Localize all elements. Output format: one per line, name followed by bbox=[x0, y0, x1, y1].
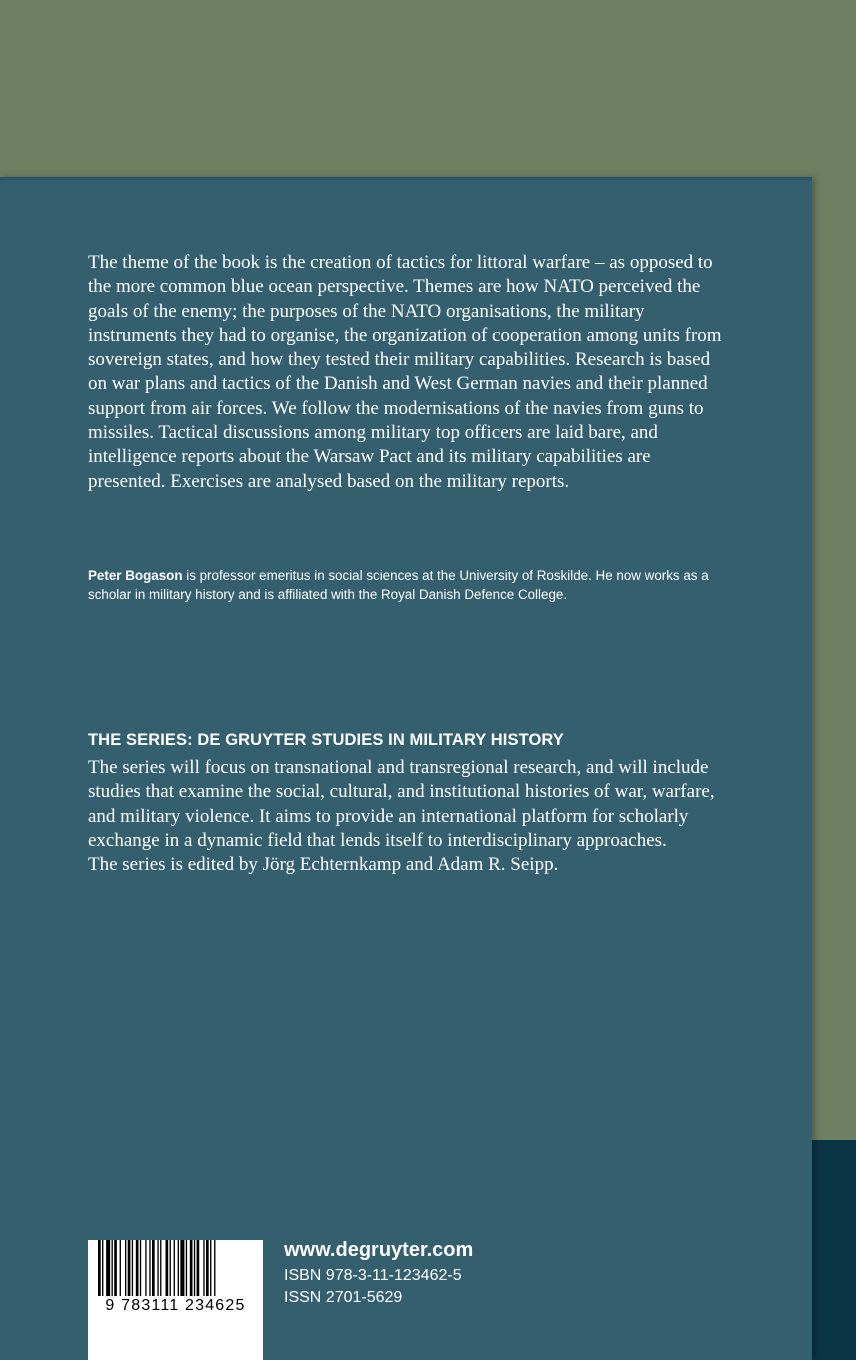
barcode-bar bbox=[178, 1240, 179, 1296]
barcode bbox=[88, 1240, 263, 1360]
isbn: ISBN 978-3-11-123462-5 bbox=[284, 1267, 462, 1284]
barcode-bar bbox=[157, 1240, 158, 1296]
barcode-bar bbox=[174, 1240, 175, 1296]
barcode-bar bbox=[210, 1240, 211, 1296]
barcode-bar bbox=[214, 1240, 215, 1296]
series-heading: THE SERIES: DE GRUYTER STUDIES IN MILITARY HISTORY bbox=[88, 731, 564, 749]
barcode-bar bbox=[190, 1240, 193, 1296]
author-bio bbox=[88, 566, 748, 604]
series-description-block bbox=[88, 756, 728, 877]
panel-edge bbox=[0, 177, 812, 180]
barcode-bar bbox=[145, 1240, 146, 1296]
barcode-bar bbox=[140, 1240, 141, 1296]
barcode-bar bbox=[160, 1240, 161, 1296]
barcode-bar bbox=[112, 1240, 113, 1296]
barcode-bar bbox=[186, 1240, 187, 1296]
barcode-bar bbox=[98, 1240, 101, 1296]
accent-strip bbox=[812, 1140, 856, 1360]
book-description: The theme of the book is the creation of tactics for littoral warfare – as opposed to the more common blue ocean perspective. Themes are how NATO perceived the goals of the enemy; the purposes of the NATO organisations, the military instruments they had to organise, the organization of cooperation among units from sovereign states, and how they tested their military capabilities. Research is based on war plans and tactics of the Danish and West German navies and their planned support from air forces. We follow the modernisations of the navies from guns to missiles. Tactical discussions among military top officers are laid bare, and intelligence reports about the Warsaw Pact and its military capabilities are presented. Exercises are analysed based on the military reports. bbox=[88, 252, 722, 492]
barcode-bar bbox=[132, 1240, 133, 1296]
barcode-bar bbox=[197, 1240, 200, 1296]
barcode-bar bbox=[194, 1240, 195, 1296]
issn: ISSN 2701-5629 bbox=[284, 1289, 403, 1306]
barcode-bar bbox=[166, 1240, 169, 1296]
barcode-icon bbox=[96, 1240, 255, 1296]
author-bio-text: is professor emeritus in social sciences at the University of Roskilde. He now works as a scholar in military history and is affiliated with the Royal Danish Defence College. bbox=[88, 568, 709, 602]
barcode-bar bbox=[114, 1240, 117, 1296]
barcode-bar bbox=[149, 1240, 150, 1296]
series-description: The series will focus on transnational and transregional research, and will include studies that examine the social, cultural, and institutional histories of war, warfare, and military violence. It aims to provide an international platform for scholarly exchange in a dynamic field that lends itself to interdisciplinary approaches. bbox=[88, 757, 715, 851]
barcode-bar bbox=[120, 1240, 121, 1296]
barcode-bar bbox=[106, 1240, 110, 1296]
barcode-bar bbox=[152, 1240, 155, 1296]
publisher-url[interactable]: www.degruyter.com bbox=[284, 1239, 474, 1261]
barcode-bar bbox=[128, 1240, 131, 1296]
barcode-number: 9 783111 234625 bbox=[105, 1297, 246, 1314]
barcode-bar bbox=[125, 1240, 126, 1296]
barcode-bar bbox=[136, 1240, 139, 1296]
publisher-info bbox=[284, 1238, 473, 1309]
barcode-bar bbox=[170, 1240, 171, 1296]
barcode-bar bbox=[180, 1240, 184, 1296]
barcode-bar bbox=[102, 1240, 103, 1296]
series-editors: The series is edited by Jörg Echternkamp and Adam R. Seipp. bbox=[88, 854, 559, 876]
barcode-bar bbox=[203, 1240, 204, 1296]
barcode-bar bbox=[206, 1240, 209, 1296]
author-name: Peter Bogason bbox=[88, 568, 183, 583]
